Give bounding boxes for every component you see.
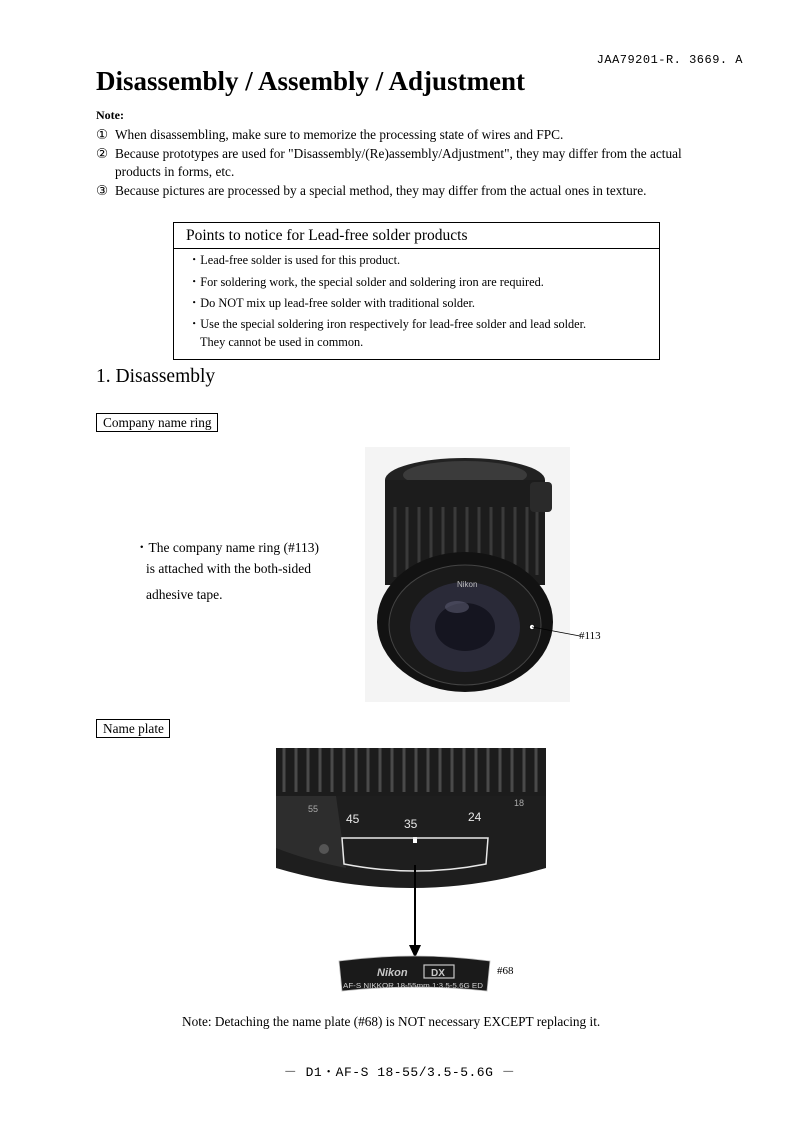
- zoom-mark: 18: [514, 798, 525, 808]
- zoom-mark: 24: [468, 810, 482, 824]
- lens-switch: [530, 482, 552, 512]
- leadfree-item-continuation: They cannot be used in common.: [200, 334, 364, 349]
- zoom-mark: 35: [404, 817, 418, 831]
- page-title: Disassembly / Assembly / Adjustment: [96, 66, 526, 96]
- company-ring-text-line-2: is attached with the both-sided: [146, 561, 311, 576]
- note-item-2-continuation: products in forms, etc.: [115, 164, 235, 179]
- zoom-mark: 45: [346, 812, 360, 826]
- lens-front-photo: [365, 447, 570, 702]
- note-text: Because pictures are processed by a special method, they may differ from the actual ones in texture.: [115, 183, 647, 198]
- leadfree-notice-title: Points to notice for Lead-free solder products: [174, 223, 659, 249]
- zoom-ring-grip: [276, 748, 546, 796]
- callout-line-113: [532, 620, 582, 640]
- document-id: JAA79201-R. 3669. A: [596, 53, 743, 67]
- note-number: ①: [96, 127, 108, 142]
- note-item-2: [96, 145, 682, 163]
- note-number: ②: [96, 146, 108, 161]
- leadfree-item: ・Lead-free solder is used for this product.: [188, 253, 401, 267]
- note-heading: Note:: [96, 108, 124, 122]
- note-text: When disassembling, make sure to memorize the processing state of wires and FPC.: [115, 127, 564, 142]
- leadfree-notice-box: [173, 222, 660, 360]
- plate-model-text: AF-S NIKKOR 18-55mm 1:3.5-5.6G ED: [343, 983, 483, 990]
- plate-dx-text: DX: [431, 968, 445, 979]
- company-ring-text-line-1: ・The company name ring (#113): [135, 540, 319, 555]
- mount-screw: [319, 844, 329, 854]
- leadfree-item: [188, 315, 659, 351]
- note-text: Because prototypes are used for "Disassembly/(Re)assembly/Adjustment", they may differ from the actual: [115, 146, 682, 161]
- company-ring-text-line-3: adhesive tape.: [146, 587, 223, 602]
- note-item-1: [96, 126, 563, 144]
- name-plate-note: Note: Detaching the name plate (#68) is NOT necessary EXCEPT replacing it.: [182, 1014, 601, 1029]
- zoom-mark: 55: [308, 804, 319, 814]
- lens-brand-text: Nikon: [457, 580, 478, 589]
- leadfree-notice-list: [174, 249, 659, 351]
- section-heading: 1. Disassembly: [96, 366, 216, 387]
- page-footer: － D1・AF-S 18-55/3.5-5.6G －: [283, 1065, 516, 1080]
- note-number: ③: [96, 183, 108, 198]
- name-plate-part: [337, 953, 492, 997]
- callout-113: #113: [579, 630, 601, 642]
- company-name-ring-tag: Company name ring: [96, 413, 218, 432]
- callout-68: #68: [497, 965, 514, 977]
- arrow-down: [405, 865, 425, 960]
- note-item-3: [96, 182, 646, 200]
- leadfree-item: ・For soldering work, the special solder and soldering iron are required.: [188, 274, 544, 289]
- name-plate-tag: Name plate: [96, 719, 170, 738]
- plate-brand-text: Nikon: [377, 967, 408, 979]
- leadfree-item-text: ・Use the special soldering iron respectively for lead-free solder and lead solder.: [188, 316, 587, 331]
- leadfree-item: ・Do NOT mix up lead-free solder with traditional solder.: [188, 296, 475, 310]
